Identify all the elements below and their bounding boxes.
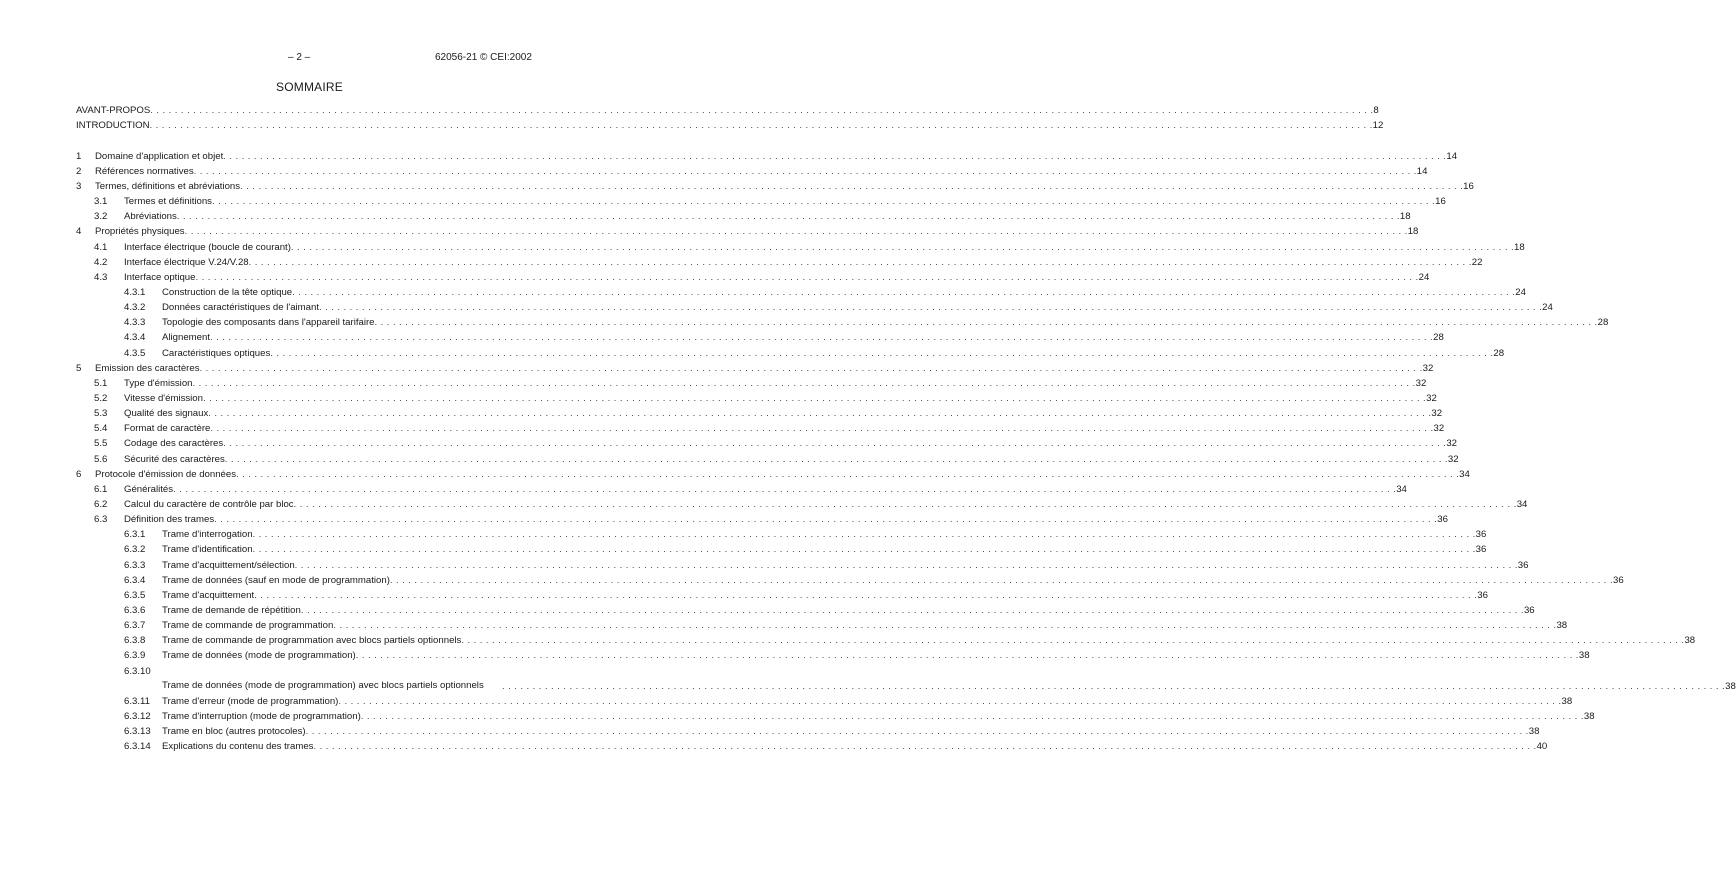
toc-entry-title[interactable]: Trame de demande de répétition (162, 605, 301, 616)
toc-dot-leader: . . . . . . . . . . . . . . . . . . . . . . . . . . . . . . . . . . . . . . . . . . . . . . . . . . . . . . . . . . . . . . . . . . . . . . . . . . . . . . . . . . . . . . . . . . . . . . . . . . . . . . . . . . . . . . . . . . . . . . . . . . . . . . . . . . . . . . . . . . . . . . . . . . . . . . . . . . . . . . . . . . . . . . . . . . . . . . . . . . . . . . . . . . . . . . . . . . . . . . . . (240, 181, 1464, 193)
toc-entry[interactable] (76, 421, 1445, 436)
toc-entry-page: 36 (1437, 514, 1448, 526)
toc-entry-number: 6.3.6 (124, 605, 146, 616)
toc-entry-title[interactable]: Trame d'interrogation (162, 529, 253, 541)
toc-entry-title[interactable]: Propriétés physiques (95, 226, 185, 238)
toc-entry-page: 36 (1613, 574, 1624, 586)
toc-entry-page: 36 (1477, 589, 1488, 601)
toc-entry[interactable] (76, 240, 1525, 255)
toc-entry[interactable] (76, 376, 1427, 391)
toc-entry-page: 38 (1583, 710, 1595, 722)
toc-entry-page: 38 (1578, 650, 1590, 662)
toc-entry-number: 5.1 (94, 377, 108, 389)
toc-entry-number: 4.3.3 (124, 317, 146, 329)
toc-entry-title[interactable]: AVANT-PROPOS (76, 105, 151, 116)
toc-dot-leader: . . . . . . . . . . . . . . . . . . . . . . . . . . . . . . . . . . . . . . . . . . . . . . . . . . . . . . . . . . . . . . . . . . . . . . . . . . . . . . . . . . . . . . . . . . . . . . . . . . . . . . . . . . . . . . . . . . . . . . . . . . . . . . . . . . . . . . . . . . . . . . . . . . . . . . . . . . . . . . . . . . . . . . . . . . . . . . . . . . . . . . . . . . . . . . . . . . . . . . . . (173, 483, 1397, 495)
toc-entry-number: 6.3.2 (124, 544, 146, 556)
toc-entry-number: 6.3.13 (124, 725, 151, 737)
toc-entry-title[interactable]: Données caractéristiques de l'aimant (162, 302, 320, 314)
table-of-contents (76, 103, 1736, 754)
toc-entry-title[interactable]: Interface électrique V.24/V.28 (124, 256, 249, 268)
toc-entry[interactable] (76, 467, 1470, 482)
toc-entry-number: 4.2 (94, 256, 108, 268)
toc-entry[interactable] (76, 588, 1488, 603)
toc-dot-leader: . . . . . . . . . . . . . . . . . . . . . . . . . . . . . . . . . . . . . . . . . . . . . . . . . . . . . . . . . . . . . . . . . . . . . . . . . . . . . . . . . . . . . . . . . . . . . . . . . . . . . . . . . . . . . . . . . . . . . . . . . . . . . . . . . . . . . . . . . . . . . . . . . . . . . . . . . . . . . . . . . . . . . . . . . . . . . . . . . . . . . . . . . . . . . . . . . . . . . . . . (374, 317, 1598, 329)
toc-dot-leader: . . . . . . . . . . . . . . . . . . . . . . . . . . . . . . . . . . . . . . . . . . . . . . . . . . . . . . . . . . . . . . . . . . . . . . . . . . . . . . . . . . . . . . . . . . . . . . . . . . . . . . . . . . . . . . . . . . . . . . . . . . . . . . . . . . . . . . . . . . . . . . . . . . . . . . . . . . . . . . . . . . . . . . . . . . . . . . . . . . . . . . . . . . . . . . . . . . . . . . . . (214, 514, 1438, 526)
toc-entry-title[interactable]: Références normatives (95, 165, 194, 177)
toc-dot-leader: . . . . . . . . . . . . . . . . . . . . . . . . . . . . . . . . . . . . . . . . . . . . . . . . . . . . . . . . . . . . . . . . . . . . . . . . . . . . . . . . . . . . . . . . . . . . . . . . . . . . . . . . . . . . . . . . . . . . . . . . . . . . . . . . . . . . . . . . . . . . . . . . . . . . . . . . . . . . . . . . . . . . . . . . . . . . . . . . . . . . . . . . . . . . . . . . . . . . . . . . (502, 680, 1726, 692)
page-title: SOMMAIRE (276, 80, 343, 94)
toc-entry-title[interactable]: Trame en bloc (autres protocoles) (162, 725, 306, 737)
toc-entry[interactable] (76, 194, 1446, 209)
toc-entry-page: 24 (1418, 271, 1430, 283)
toc-entry-title[interactable]: Trame de commande de programmation (162, 620, 334, 632)
toc-dot-leader: . . . . . . . . . . . . . . . . . . . . . . . . . . . . . . . . . . . . . . . . . . . . . . . . . . . . . . . . . . . . . . . . . . . . . . . . . . . . . . . . . . . . . . . . . . . . . . . . . . . . . . . . . . . . . . . . . . . . . . . . . . . . . . . . . . . . . . . . . . . . . . . . . . . . . . . . . . . . . . . . . . . . . . . . . . . . . . . . . . . . . . . . . . . . . . . . . . . . . . . . (252, 529, 1476, 541)
toc-dot-leader: . . . . . . . . . . . . . . . . . . . . . . . . . . . . . . . . . . . . . . . . . . . . . . . . . . . . . . . . . . . . . . . . . . . . . . . . . . . . . . . . . . . . . . . . . . . . . . . . . . . . . . . . . . . . . . . . . . . . . . . . . . . . . . . . . . . . . . . . . . . . . . . . . . . . . . . . . . . . . . . . . . . . . . . . . . . . . . . . . . . . . . . . . . . . . . . . . . . . . . . . (305, 725, 1529, 737)
toc-entry[interactable] (76, 103, 1379, 118)
toc-entry-title[interactable]: Trame de données (mode de programmation) avec blocs partiels optionnels (162, 680, 484, 692)
toc-entry-title[interactable]: Qualité des signaux (124, 408, 209, 420)
toc-dot-leader: . . . . . . . . . . . . . . . . . . . . . . . . . . . . . . . . . . . . . . . . . . . . . . . . . . . . . . . . . . . . . . . . . . . . . . . . . . . . . . . . . . . . . . . . . . . . . . . . . . . . . . . . . . . . . . . . . . . . . . . . . . . . . . . . . . . . . . . . . . . . . . . . . . . . . . . . . . . . . . . . . . . . . . . . . . . . . . . . . . . . . . . . . . . . . . . . . . . . . . . . (300, 605, 1524, 616)
toc-entry-number: 6.3.8 (124, 635, 146, 647)
toc-entry-title[interactable]: Domaine d'application et objet (95, 150, 224, 162)
toc-entry-page: 28 (1597, 317, 1609, 329)
toc-dot-leader: . . . . . . . . . . . . . . . . . . . . . . . . . . . . . . . . . . . . . . . . . . . . . . . . . . . . . . . . . . . . . . . . . . . . . . . . . . . . . . . . . . . . . . . . . . . . . . . . . . . . . . . . . . . . . . . . . . . . . . . . . . . . . . . . . . . . . . . . . . . . . . . . . . . . . . . . . . . . . . . . . . . . . . . . . . . . . . . . . . . . . . . . . . . . . . . . . . . . . . . . (149, 120, 1373, 132)
toc-dot-leader: . . . . . . . . . . . . . . . . . . . . . . . . . . . . . . . . . . . . . . . . . . . . . . . . . . . . . . . . . . . . . . . . . . . . . . . . . . . . . . . . . . . . . . . . . . . . . . . . . . . . . . . . . . . . . . . . . . . . . . . . . . . . . . . . . . . . . . . . . . . . . . . . . . . . . . . . . . . . . . . . . . . . . . . . . . . . . . . . . . . . . . . . . . . . . . . . . . . . . . . . (202, 393, 1427, 405)
toc-entry-number: 6.3.5 (124, 589, 146, 601)
toc-entry-number: 6.3.4 (124, 574, 146, 586)
toc-dot-leader: . . . . . . . . . . . . . . . . . . . . . . . . . . . . . . . . . . . . . . . . . . . . . . . . . . . . . . . . . . . . . . . . . . . . . . . . . . . . . . . . . . . . . . . . . . . . . . . . . . . . . . . . . . . . . . . . . . . . . . . . . . . . . . . . . . . . . . . . . . . . . . . . . . . . . . . . . . . . . . . . . . . . . . . . . . . . . . . . . . . . . . . . . . . . . . . . . . . . . . . . (199, 362, 1423, 374)
page-number: – 2 – (288, 52, 311, 63)
toc-dot-leader: . . . . . . . . . . . . . . . . . . . . . . . . . . . . . . . . . . . . . . . . . . . . . . . . . . . . . . . . . . . . . . . . . . . . . . . . . . . . . . . . . . . . . . . . . . . . . . . . . . . . . . . . . . . . . . . . . . . . . . . . . . . . . . . . . . . . . . . . . . . . . . . . . . . . . . . . . . . . . . . . . . . . . . . . . . . . . . . . . . . . . . . . . . . . . . . . . . . . . . . . (210, 332, 1434, 344)
toc-entry[interactable] (76, 648, 1590, 663)
toc-entry[interactable] (76, 255, 1483, 270)
toc-entry-number: 3 (76, 181, 82, 193)
toc-dot-leader: . . . . . . . . . . . . . . . . . . . . . . . . . . . . . . . . . . . . . . . . . . . . . . . . . . . . . . . . . . . . . . . . . . . . . . . . . . . . . . . . . . . . . . . . . . . . . . . . . . . . . . . . . . . . . . . . . . . . . . . . . . . . . . . . . . . . . . . . . . . . . . . . . . . . . . . . . . . . . . . . . . . . . . . . . . . . . . . . . . . . . . . . . . . . . . . . . . . . . . . . (150, 105, 1374, 116)
toc-entry[interactable] (76, 406, 1443, 421)
toc-dot-leader: . . . . . . . . . . . . . . . . . . . . . . . . . . . . . . . . . . . . . . . . . . . . . . . . . . . . . . . . . . . . . . . . . . . . . . . . . . . . . . . . . . . . . . . . . . . . . . . . . . . . . . . . . . . . . . . . . . . . . . . . . . . . . . . . . . . . . . . . . . . . . . . . . . . . . . . . . . . . . . . . . . . . . . . . . . . . . . . . . . . . . . . . . . . . . . . . . . . . . . . . (313, 740, 1537, 752)
toc-dot-leader: . . . . . . . . . . . . . . . . . . . . . . . . . . . . . . . . . . . . . . . . . . . . . . . . . . . . . . . . . . . . . . . . . . . . . . . . . . . . . . . . . . . . . . . . . . . . . . . . . . . . . . . . . . . . . . . . . . . . . . . . . . . . . . . . . . . . . . . . . . . . . . . . . . . . . . . . . . . . . . . . . . . . . . . . . . . . . . . . . . . . . . . . . . . . . . . . . . . . . . . . (176, 211, 1400, 223)
toc-entry-number: 6.3.14 (124, 740, 151, 752)
toc-dot-leader: . . . . . . . . . . . . . . . . . . . . . . . . . . . . . . . . . . . . . . . . . . . . . . . . . . . . . . . . . . . . . . . . . . . . . . . . . . . . . . . . . . . . . . . . . . . . . . . . . . . . . . . . . . . . . . . . . . . . . . . . . . . . . . . . . . . . . . . . . . . . . . . . . . . . . . . . . . . . . . . . . . . . . . . . . . . . . . . . . . . . . . . . . . . . . . . . . . . . . . . . (338, 695, 1562, 707)
toc-entry-number: 4.1 (94, 241, 108, 253)
toc-entry-page: 38 (1556, 620, 1568, 632)
toc-entry-title[interactable]: Trame d'acquittement (162, 589, 255, 601)
toc-entry[interactable] (76, 633, 1696, 648)
toc-entry-title[interactable]: Calcul du caractère de contrôle par bloc (124, 499, 294, 511)
toc-entry-page: 34 (1516, 499, 1528, 511)
toc-entry-page: 38 (1725, 680, 1736, 692)
toc-entry-page: 34 (1396, 483, 1407, 495)
toc-entry-number: 6.3.9 (124, 650, 146, 662)
toc-entry-number: 6.3.11 (124, 695, 150, 707)
toc-dot-leader: . . . . . . . . . . . . . . . . . . . . . . . . . . . . . . . . . . . . . . . . . . . . . . . . . . . . . . . . . . . . . . . . . . . . . . . . . . . . . . . . . . . . . . . . . . . . . . . . . . . . . . . . . . . . . . . . . . . . . . . . . . . . . . . . . . . . . . . . . . . . . . . . . . . . . . . . . . . . . . . . . . . . . . . . . . . . . . . . . . . . . . . . . . . . . . . . . . . . . . . . (292, 287, 1516, 299)
toc-entry-title[interactable]: Abréviations (124, 211, 177, 223)
toc-dot-leader: . . . . . . . . . . . . . . . . . . . . . . . . . . . . . . . . . . . . . . . . . . . . . . . . . . . . . . . . . . . . . . . . . . . . . . . . . . . . . . . . . . . . . . . . . . . . . . . . . . . . . . . . . . . . . . . . . . . . . . . . . . . . . . . . . . . . . . . . . . . . . . . . . . . . . . . . . . . . . . . . . . . . . . . . . . . . . . . . . . . . . . . . . . . . . . . . . . . . . . . . (293, 499, 1517, 511)
toc-dot-leader: . . . . . . . . . . . . . . . . . . . . . . . . . . . . . . . . . . . . . . . . . . . . . . . . . . . . . . . . . . . . . . . . . . . . . . . . . . . . . . . . . . . . . . . . . . . . . . . . . . . . . . . . . . . . . . . . . . . . . . . . . . . . . . . . . . . . . . . . . . . . . . . . . . . . . . . . . . . . . . . . . . . . . . . . . . . . . . . . . . . . . . . . . . . . . . . . . . . . . . . . (193, 165, 1417, 177)
toc-dot-leader: . . . . . . . . . . . . . . . . . . . . . . . . . . . . . . . . . . . . . . . . . . . . . . . . . . . . . . . . . . . . . . . . . . . . . . . . . . . . . . . . . . . . . . . . . . . . . . . . . . . . . . . . . . . . . . . . . . . . . . . . . . . . . . . . . . . . . . . . . . . . . . . . . . . . . . . . . . . . . . . . . . . . . . . . . . . . . . . . . . . . . . . . . . . . . . . . . . . . . . . . (294, 559, 1518, 571)
toc-entry-page: 16 (1463, 181, 1474, 193)
toc-entry[interactable] (76, 694, 1573, 709)
toc-entry-number: 6.3.3 (124, 559, 146, 571)
toc-entry-title[interactable]: Trame de commande de programmation avec blocs partiels optionnels (162, 635, 462, 647)
toc-entry-number: 6.3.7 (124, 620, 146, 632)
toc-entry-page: 32 (1426, 393, 1437, 405)
toc-entry-page: 40 (1536, 740, 1548, 752)
toc-dot-leader: . . . . . . . . . . . . . . . . . . . . . . . . . . . . . . . . . . . . . . . . . . . . . . . . . . . . . . . . . . . . . . . . . . . . . . . . . . . . . . . . . . . . . . . . . . . . . . . . . . . . . . . . . . . . . . . . . . . . . . . . . . . . . . . . . . . . . . . . . . . . . . . . . . . . . . . . . . . . . . . . . . . . . . . . . . . . . . . . . . . . . . . . . . . . . . . . . . . . . . . . (461, 635, 1685, 647)
toc-entry-page: 32 (1422, 362, 1434, 374)
toc-dot-leader: . . . . . . . . . . . . . . . . . . . . . . . . . . . . . . . . . . . . . . . . . . . . . . . . . . . . . . . . . . . . . . . . . . . . . . . . . . . . . . . . . . . . . . . . . . . . . . . . . . . . . . . . . . . . . . . . . . . . . . . . . . . . . . . . . . . . . . . . . . . . . . . . . . . . . . . . . . . . . . . . . . . . . . . . . . . . . . . . . . . . . . . . . . . . . . . . . . . . . . . . (248, 256, 1472, 268)
toc-entry[interactable] (76, 436, 1457, 451)
toc-entry-number: 4.3.1 (124, 287, 146, 299)
toc-entry-number: 5.6 (94, 453, 108, 465)
toc-entry[interactable] (76, 224, 1419, 239)
toc-entry[interactable] (76, 118, 1384, 133)
toc-entry[interactable] (76, 603, 1535, 618)
toc-entry-page: 32 (1415, 377, 1427, 389)
toc-entry[interactable] (76, 361, 1434, 376)
toc-entry[interactable] (76, 179, 1474, 194)
toc-entry[interactable] (76, 270, 1430, 285)
toc-entry-title[interactable]: Protocole d'émission de données (95, 468, 237, 480)
toc-entry[interactable] (76, 346, 1505, 361)
toc-entry[interactable] (76, 739, 1548, 754)
toc-dot-leader: . . . . . . . . . . . . . . . . . . . . . . . . . . . . . . . . . . . . . . . . . . . . . . . . . . . . . . . . . . . . . . . . . . . . . . . . . . . . . . . . . . . . . . . . . . . . . . . . . . . . . . . . . . . . . . . . . . . . . . . . . . . . . . . . . . . . . . . . . . . . . . . . . . . . . . . . . . . . . . . . . . . . . . . . . . . . . . . . . . . . . . . . . . . . . . . . . . . . . . . . (195, 271, 1419, 283)
toc-entry-number: 6.3 (94, 514, 108, 526)
toc-entry-title[interactable]: Construction de la tête optique (162, 287, 293, 299)
toc-entry-number: 5.2 (94, 393, 108, 405)
toc-entry[interactable] (76, 724, 1540, 739)
toc-entry-title[interactable]: Termes, définitions et abréviations (95, 181, 241, 193)
toc-entry-page: 36 (1475, 529, 1487, 541)
toc-entry[interactable] (76, 542, 1487, 557)
toc-dot-leader: . . . . . . . . . . . . . . . . . . . . . . . . . . . . . . . . . . . . . . . . . . . . . . . . . . . . . . . . . . . . . . . . . . . . . . . . . . . . . . . . . . . . . . . . . . . . . . . . . . . . . . . . . . . . . . . . . . . . . . . . . . . . . . . . . . . . . . . . . . . . . . . . . . . . . . . . . . . . . . . . . . . . . . . . . . . . . . . . . . . . . . . . . . . . . . . . . . . . . . . . (270, 347, 1494, 359)
toc-entry-title[interactable]: Trame d'erreur (mode de programmation) (162, 695, 339, 707)
toc-entry-title[interactable]: Généralités (124, 483, 174, 495)
toc-entry-page: 8 (1373, 105, 1379, 116)
toc-entry-number: 6.2 (94, 499, 108, 511)
toc-entry-title[interactable]: Trame d'acquittement/sélection (162, 559, 295, 571)
toc-entry-number: 6.3.1 (124, 529, 146, 541)
toc-dot-leader: . . . . . . . . . . . . . . . . . . . . . . . . . . . . . . . . . . . . . . . . . . . . . . . . . . . . . . . . . . . . . . . . . . . . . . . . . . . . . . . . . . . . . . . . . . . . . . . . . . . . . . . . . . . . . . . . . . . . . . . . . . . . . . . . . . . . . . . . . . . . . . . . . . . . . . . . . . . . . . . . . . . . . . . . . . . . . . . . . . . . . . . . . . . . . . . . . . . . . . . . (254, 589, 1478, 601)
toc-entry-page: 38 (1684, 635, 1696, 647)
toc-entry-page: 36 (1517, 559, 1529, 571)
toc-entry[interactable] (76, 330, 1444, 345)
toc-dot-leader: . . . . . . . . . . . . . . . . . . . . . . . . . . . . . . . . . . . . . . . . . . . . . . . . . . . . . . . . . . . . . . . . . . . . . . . . . . . . . . . . . . . . . . . . . . . . . . . . . . . . . . . . . . . . . . . . . . . . . . . . . . . . . . . . . . . . . . . . . . . . . . . . . . . . . . . . . . . . . . . . . . . . . . . . . . . . . . . . . . . . . . . . . . . . . . . . . . . . . . . . (355, 650, 1579, 662)
toc-entry-page: 34 (1459, 468, 1470, 480)
toc-entry-title[interactable]: Trame de données (mode de programmation) (162, 650, 356, 662)
toc-entry[interactable] (76, 285, 1526, 300)
toc-entry[interactable] (76, 391, 1437, 406)
toc-entry-title[interactable]: Alignement (162, 332, 210, 344)
toc-entry-number: 4 (76, 226, 82, 238)
toc-entry-number: 5 (76, 362, 82, 374)
toc-entry-title[interactable]: Sécurité des caractères (124, 453, 225, 465)
toc-entry-page: 32 (1446, 438, 1457, 450)
toc-entry[interactable] (76, 315, 1609, 330)
toc-entry[interactable] (76, 512, 1448, 527)
toc-entry-title[interactable]: Type d'émission (124, 377, 193, 389)
toc-entry[interactable] (76, 709, 1595, 724)
toc-entry[interactable] (76, 452, 1459, 467)
toc-entry-number: 4.3.2 (124, 302, 146, 314)
toc-entry-page: 14 (1446, 150, 1458, 162)
toc-entry-page: 32 (1433, 423, 1445, 435)
toc-spacer (76, 133, 546, 149)
toc-dot-leader: . . . . . . . . . . . . . . . . . . . . . . . . . . . . . . . . . . . . . . . . . . . . . . . . . . . . . . . . . . . . . . . . . . . . . . . . . . . . . . . . . . . . . . . . . . . . . . . . . . . . . . . . . . . . . . . . . . . . . . . . . . . . . . . . . . . . . . . . . . . . . . . . . . . . . . . . . . . . . . . . . . . . . . . . . . . . . . . . . . . . . . . . . . . . . . . . . . . . . . . . (223, 150, 1447, 162)
toc-entry-page: 32 (1447, 453, 1459, 465)
toc-entry[interactable] (76, 164, 1428, 179)
toc-entry-page: 18 (1514, 241, 1525, 253)
toc-entry-number: 4.3 (94, 271, 108, 283)
toc-dot-leader: . . . . . . . . . . . . . . . . . . . . . . . . . . . . . . . . . . . . . . . . . . . . . . . . . . . . . . . . . . . . . . . . . . . . . . . . . . . . . . . . . . . . . . . . . . . . . . . . . . . . . . . . . . . . . . . . . . . . . . . . . . . . . . . . . . . . . . . . . . . . . . . . . . . . . . . . . . . . . . . . . . . . . . . . . . . . . . . . . . . . . . . . . . . . . . . . . . . . . . . . (184, 226, 1408, 238)
toc-entry[interactable] (76, 300, 1553, 315)
toc-entry-title[interactable]: Interface électrique (boucle de courant) (124, 241, 291, 253)
toc-entry-page: 22 (1471, 256, 1483, 268)
toc-entry-number: 4.3.5 (124, 347, 146, 359)
toc-entry-number: 6.3.10 (124, 665, 151, 677)
toc-dot-leader: . . . . . . . . . . . . . . . . . . . . . . . . . . . . . . . . . . . . . . . . . . . . . . . . . . . . . . . . . . . . . . . . . . . . . . . . . . . . . . . . . . . . . . . . . . . . . . . . . . . . . . . . . . . . . . . . . . . . . . . . . . . . . . . . . . . . . . . . . . . . . . . . . . . . . . . . . . . . . . . . . . . . . . . . . . . . . . . . . . . . . . . . . . . . . . . . . . . . . . . . (211, 196, 1436, 208)
toc-entry-page: 18 (1399, 211, 1411, 223)
toc-entry-title[interactable]: Définition des trames (124, 514, 215, 526)
toc-dot-leader: . . . . . . . . . . . . . . . . . . . . . . . . . . . . . . . . . . . . . . . . . . . . . . . . . . . . . . . . . . . . . . . . . . . . . . . . . . . . . . . . . . . . . . . . . . . . . . . . . . . . . . . . . . . . . . . . . . . . . . . . . . . . . . . . . . . . . . . . . . . . . . . . . . . . . . . . . . . . . . . . . . . . . . . . . . . . . . . . . . . . . . . . . . . . . . . . . . . . . . . . (223, 438, 1447, 450)
toc-entry[interactable] (76, 482, 1407, 497)
toc-entry-page: 16 (1435, 196, 1446, 208)
toc-entry[interactable] (76, 618, 1568, 633)
toc-entry[interactable] (76, 149, 1458, 164)
toc-entry-page: 36 (1523, 605, 1535, 616)
toc-entry[interactable] (76, 527, 1487, 542)
toc-entry-number: 3.2 (94, 211, 108, 223)
toc-entry-number: 6.1 (94, 483, 108, 495)
toc-entry-title[interactable]: INTRODUCTION (76, 120, 150, 132)
toc-entry-title[interactable]: Codage des caractères (124, 438, 224, 450)
toc-entry-title[interactable]: Format de caractère (124, 423, 211, 435)
toc-entry-title[interactable]: Vitesse d'émission (124, 393, 203, 405)
toc-entry-title[interactable]: Trame d'identification (162, 544, 253, 556)
toc-entry-page: 28 (1493, 347, 1505, 359)
toc-entry-title[interactable]: Termes et définitions (124, 196, 212, 208)
toc-entry-title[interactable]: Emission des caractères (95, 362, 200, 374)
toc-dot-leader: . . . . . . . . . . . . . . . . . . . . . . . . . . . . . . . . . . . . . . . . . . . . . . . . . . . . . . . . . . . . . . . . . . . . . . . . . . . . . . . . . . . . . . . . . . . . . . . . . . . . . . . . . . . . . . . . . . . . . . . . . . . . . . . . . . . . . . . . . . . . . . . . . . . . . . . . . . . . . . . . . . . . . . . . . . . . . . . . . . . . . . . . . . . . . . . . . . . . . . . . (319, 302, 1543, 314)
toc-dot-leader: . . . . . . . . . . . . . . . . . . . . . . . . . . . . . . . . . . . . . . . . . . . . . . . . . . . . . . . . . . . . . . . . . . . . . . . . . . . . . . . . . . . . . . . . . . . . . . . . . . . . . . . . . . . . . . . . . . . . . . . . . . . . . . . . . . . . . . . . . . . . . . . . . . . . . . . . . . . . . . . . . . . . . . . . . . . . . . . . . . . . . . . . . . . . . . . . . . . . . . . . (333, 620, 1557, 632)
toc-entry-number: 3.1 (94, 196, 108, 208)
toc-entry[interactable] (76, 209, 1411, 224)
document-reference: 62056-21 © CEI:2002 (435, 52, 532, 63)
toc-entry-title[interactable]: Trame de données (sauf en mode de programmation) (162, 574, 390, 586)
toc-entry-number: 5.4 (94, 423, 108, 435)
toc-entry[interactable] (76, 573, 1624, 588)
toc-entry-title[interactable]: Interface optique (124, 271, 196, 283)
toc-entry-title[interactable]: Trame d'interruption (mode de programmation) (162, 710, 361, 722)
toc-entry-page: 28 (1433, 332, 1444, 344)
toc-entry-number: 2 (76, 165, 82, 177)
toc-dot-leader: . . . . . . . . . . . . . . . . . . . . . . . . . . . . . . . . . . . . . . . . . . . . . . . . . . . . . . . . . . . . . . . . . . . . . . . . . . . . . . . . . . . . . . . . . . . . . . . . . . . . . . . . . . . . . . . . . . . . . . . . . . . . . . . . . . . . . . . . . . . . . . . . . . . . . . . . . . . . . . . . . . . . . . . . . . . . . . . . . . . . . . . . . . . . . . . . . . . . . . . . (252, 544, 1476, 556)
toc-dot-leader: . . . . . . . . . . . . . . . . . . . . . . . . . . . . . . . . . . . . . . . . . . . . . . . . . . . . . . . . . . . . . . . . . . . . . . . . . . . . . . . . . . . . . . . . . . . . . . . . . . . . . . . . . . . . . . . . . . . . . . . . . . . . . . . . . . . . . . . . . . . . . . . . . . . . . . . . . . . . . . . . . . . . . . . . . . . . . . . . . . . . . . . . . . . . . . . . . . . . . . . . (192, 377, 1416, 389)
toc-entry-title[interactable]: Explications du contenu des trames (162, 740, 314, 752)
toc-entry[interactable] (76, 558, 1529, 573)
toc-entry[interactable] (76, 664, 1736, 694)
toc-entry-page: 12 (1372, 120, 1384, 132)
toc-entry-number: 1 (76, 150, 82, 162)
toc-entry-page: 38 (1561, 695, 1573, 707)
toc-dot-leader: . . . . . . . . . . . . . . . . . . . . . . . . . . . . . . . . . . . . . . . . . . . . . . . . . . . . . . . . . . . . . . . . . . . . . . . . . . . . . . . . . . . . . . . . . . . . . . . . . . . . . . . . . . . . . . . . . . . . . . . . . . . . . . . . . . . . . . . . . . . . . . . . . . . . . . . . . . . . . . . . . . . . . . . . . . . . . . . . . . . . . . . . . . . . . . . . . . . . . . . . (224, 453, 1448, 465)
toc-dot-leader: . . . . . . . . . . . . . . . . . . . . . . . . . . . . . . . . . . . . . . . . . . . . . . . . . . . . . . . . . . . . . . . . . . . . . . . . . . . . . . . . . . . . . . . . . . . . . . . . . . . . . . . . . . . . . . . . . . . . . . . . . . . . . . . . . . . . . . . . . . . . . . . . . . . . . . . . . . . . . . . . . . . . . . . . . . . . . . . . . . . . . . . . . . . . . . . . . . . . . . . . (236, 468, 1460, 480)
toc-dot-leader: . . . . . . . . . . . . . . . . . . . . . . . . . . . . . . . . . . . . . . . . . . . . . . . . . . . . . . . . . . . . . . . . . . . . . . . . . . . . . . . . . . . . . . . . . . . . . . . . . . . . . . . . . . . . . . . . . . . . . . . . . . . . . . . . . . . . . . . . . . . . . . . . . . . . . . . . . . . . . . . . . . . . . . . . . . . . . . . . . . . . . . . . . . . . . . . . . . . . . . . . (360, 710, 1584, 722)
toc-entry-page: 24 (1542, 302, 1553, 314)
toc-entry-number: 5.5 (94, 438, 108, 450)
toc-dot-leader: . . . . . . . . . . . . . . . . . . . . . . . . . . . . . . . . . . . . . . . . . . . . . . . . . . . . . . . . . . . . . . . . . . . . . . . . . . . . . . . . . . . . . . . . . . . . . . . . . . . . . . . . . . . . . . . . . . . . . . . . . . . . . . . . . . . . . . . . . . . . . . . . . . . . . . . . . . . . . . . . . . . . . . . . . . . . . . . . . . . . . . . . . . . . . . . . . . . . . . . . (389, 574, 1614, 586)
toc-entry-title[interactable]: Caractéristiques optiques (162, 347, 271, 359)
toc-entry-number: 6.3.12 (124, 710, 151, 722)
toc-entry-title[interactable]: Topologie des composants dans l'appareil tarifaire (162, 317, 375, 329)
toc-entry-number: 6 (76, 468, 82, 480)
toc-entry-page: 32 (1431, 408, 1443, 420)
toc-entry-page: 14 (1416, 165, 1428, 177)
toc-entry-page: 18 (1407, 226, 1419, 238)
toc-dot-leader: . . . . . . . . . . . . . . . . . . . . . . . . . . . . . . . . . . . . . . . . . . . . . . . . . . . . . . . . . . . . . . . . . . . . . . . . . . . . . . . . . . . . . . . . . . . . . . . . . . . . . . . . . . . . . . . . . . . . . . . . . . . . . . . . . . . . . . . . . . . . . . . . . . . . . . . . . . . . . . . . . . . . . . . . . . . . . . . . . . . . . . . . . . . . . . . . . . . . . . . . (210, 423, 1434, 435)
toc-dot-leader: . . . . . . . . . . . . . . . . . . . . . . . . . . . . . . . . . . . . . . . . . . . . . . . . . . . . . . . . . . . . . . . . . . . . . . . . . . . . . . . . . . . . . . . . . . . . . . . . . . . . . . . . . . . . . . . . . . . . . . . . . . . . . . . . . . . . . . . . . . . . . . . . . . . . . . . . . . . . . . . . . . . . . . . . . . . . . . . . . . . . . . . . . . . . . . . . . . . . . . . . (290, 241, 1515, 253)
toc-entry[interactable] (76, 497, 1528, 512)
toc-dot-leader: . . . . . . . . . . . . . . . . . . . . . . . . . . . . . . . . . . . . . . . . . . . . . . . . . . . . . . . . . . . . . . . . . . . . . . . . . . . . . . . . . . . . . . . . . . . . . . . . . . . . . . . . . . . . . . . . . . . . . . . . . . . . . . . . . . . . . . . . . . . . . . . . . . . . . . . . . . . . . . . . . . . . . . . . . . . . . . . . . . . . . . . . . . . . . . . . . . . . . . . . (208, 408, 1432, 420)
toc-entry-number: 5.3 (94, 408, 108, 420)
toc-entry-page: 36 (1475, 544, 1487, 556)
toc-entry-page: 38 (1528, 725, 1540, 737)
toc-entry-number: 4.3.4 (124, 332, 146, 344)
toc-entry-page: 24 (1515, 287, 1526, 299)
